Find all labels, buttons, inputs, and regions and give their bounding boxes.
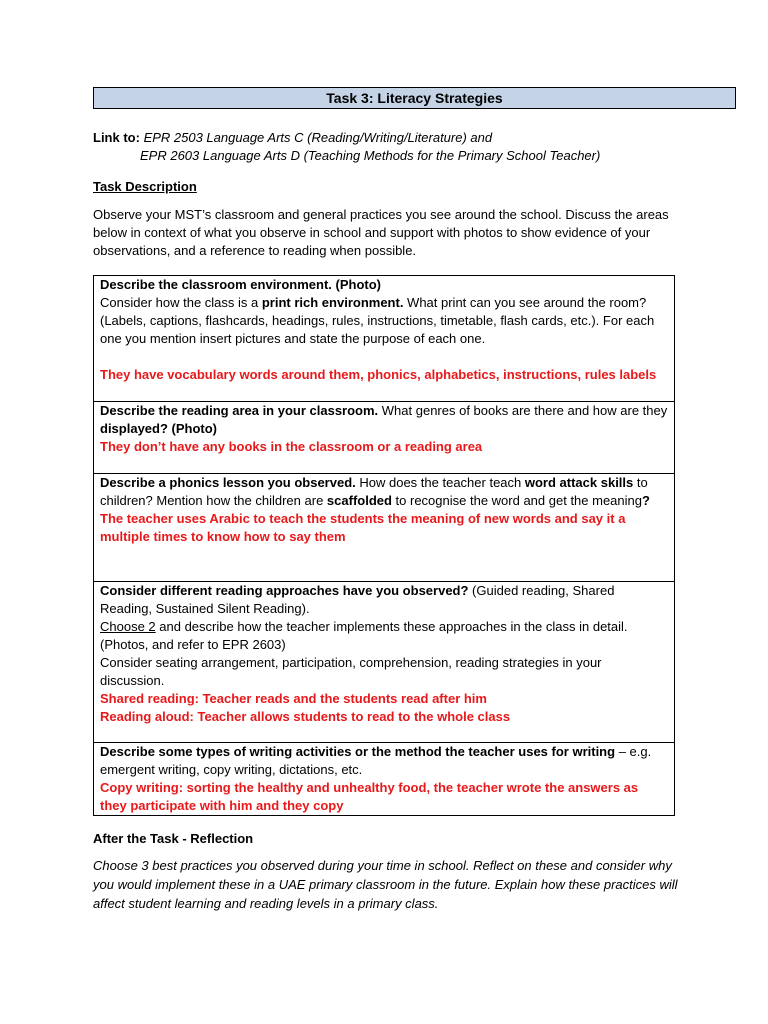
- table-row: [94, 474, 675, 582]
- row-phonics-lesson: [94, 474, 675, 582]
- table-row: [94, 582, 675, 743]
- task-table: [93, 275, 675, 816]
- row-answer: They have vocabulary words around them, phonics, alphabetics, instructions, rules labels: [100, 367, 657, 382]
- reflection-text: Choose 3 best practices you observed during your time in school. Reflect on these and consider why you would implement these in a UAE primary classroom in the future. Explain how these practices will affect student learning and reading levels in a primary class.: [93, 858, 678, 911]
- row-prompt: Consider different reading approaches have you observed? (Guided reading, Shared Reading, Sustained Silent Reading).: [100, 583, 615, 616]
- table-row: [94, 743, 675, 816]
- row-answer: Copy writing: sorting the healthy and unhealthy food, the teacher wrote the answers as they participate with him and they copy: [100, 780, 639, 813]
- link-course-1: EPR 2503 Language Arts C (Reading/Writing/Literature) and: [143, 130, 493, 145]
- row-prompt: Describe the reading area in your classroom. What genres of books are there and how are they displayed? (Photo): [100, 403, 668, 436]
- table-row: [94, 276, 675, 402]
- task-description-heading: Task Description: [93, 179, 197, 194]
- row-answer: The teacher uses Arabic to teach the students the meaning of new words and say it a multiple times to know how to say them: [100, 511, 626, 544]
- reflection-heading: After the Task - Reflection: [93, 831, 254, 846]
- row-prompt: Describe some types of writing activities or the method the teacher uses for writing – e.g. emergent writing, copy writing, dictations, etc.: [100, 744, 652, 777]
- row-answer-2: Reading aloud: Teacher allows students to read to the whole class: [100, 709, 511, 724]
- link-line-1: [93, 129, 600, 147]
- row-heading: Describe the classroom environment. (Photo): [100, 277, 382, 292]
- row-prompt: Consider how the class is a print rich environment. What print can you see around the room? (Labels, captions, flashcards, headings, rules, instructions, timetable, flash cards, etc.). For each one you mention insert pictures and state the purpose of each one.: [100, 295, 655, 346]
- row-answer-1: Shared reading: Teacher reads and the students read after him: [100, 691, 487, 706]
- link-label: Link to:: [93, 130, 140, 145]
- link-section: [93, 129, 600, 165]
- title-text: Task 3: Literacy Strategies: [326, 90, 503, 106]
- row-prompt: Describe a phonics lesson you observed. How does the teacher teach word attack skills to children? Mention how the children are scaffolded to recognise the word and get the meaning?: [100, 475, 650, 508]
- row-reading-approaches: [94, 582, 675, 743]
- page-title: [93, 87, 736, 109]
- row-prompt-2: Choose 2 and describe how the teacher implements these approaches in the class in detail. (Photos, and refer to EPR 2603): [100, 619, 628, 652]
- table-row: [94, 402, 675, 474]
- row-prompt-3: Consider seating arrangement, participation, comprehension, reading strategies in your discussion.: [100, 655, 602, 688]
- link-course-2: EPR 2603 Language Arts D (Teaching Methods for the Primary School Teacher): [140, 148, 601, 163]
- row-reading-area: [94, 402, 675, 474]
- row-writing-activities: [94, 743, 675, 816]
- row-classroom-environment: [94, 276, 675, 402]
- task-description-text: Observe your MST’s classroom and general practices you see around the school. Discuss the areas below in context of what you observe in school and support with photos to show evidence of your observations, and a reference to reading when possible.: [93, 207, 669, 258]
- row-answer: They don’t have any books in the classroom or a reading area: [100, 439, 483, 454]
